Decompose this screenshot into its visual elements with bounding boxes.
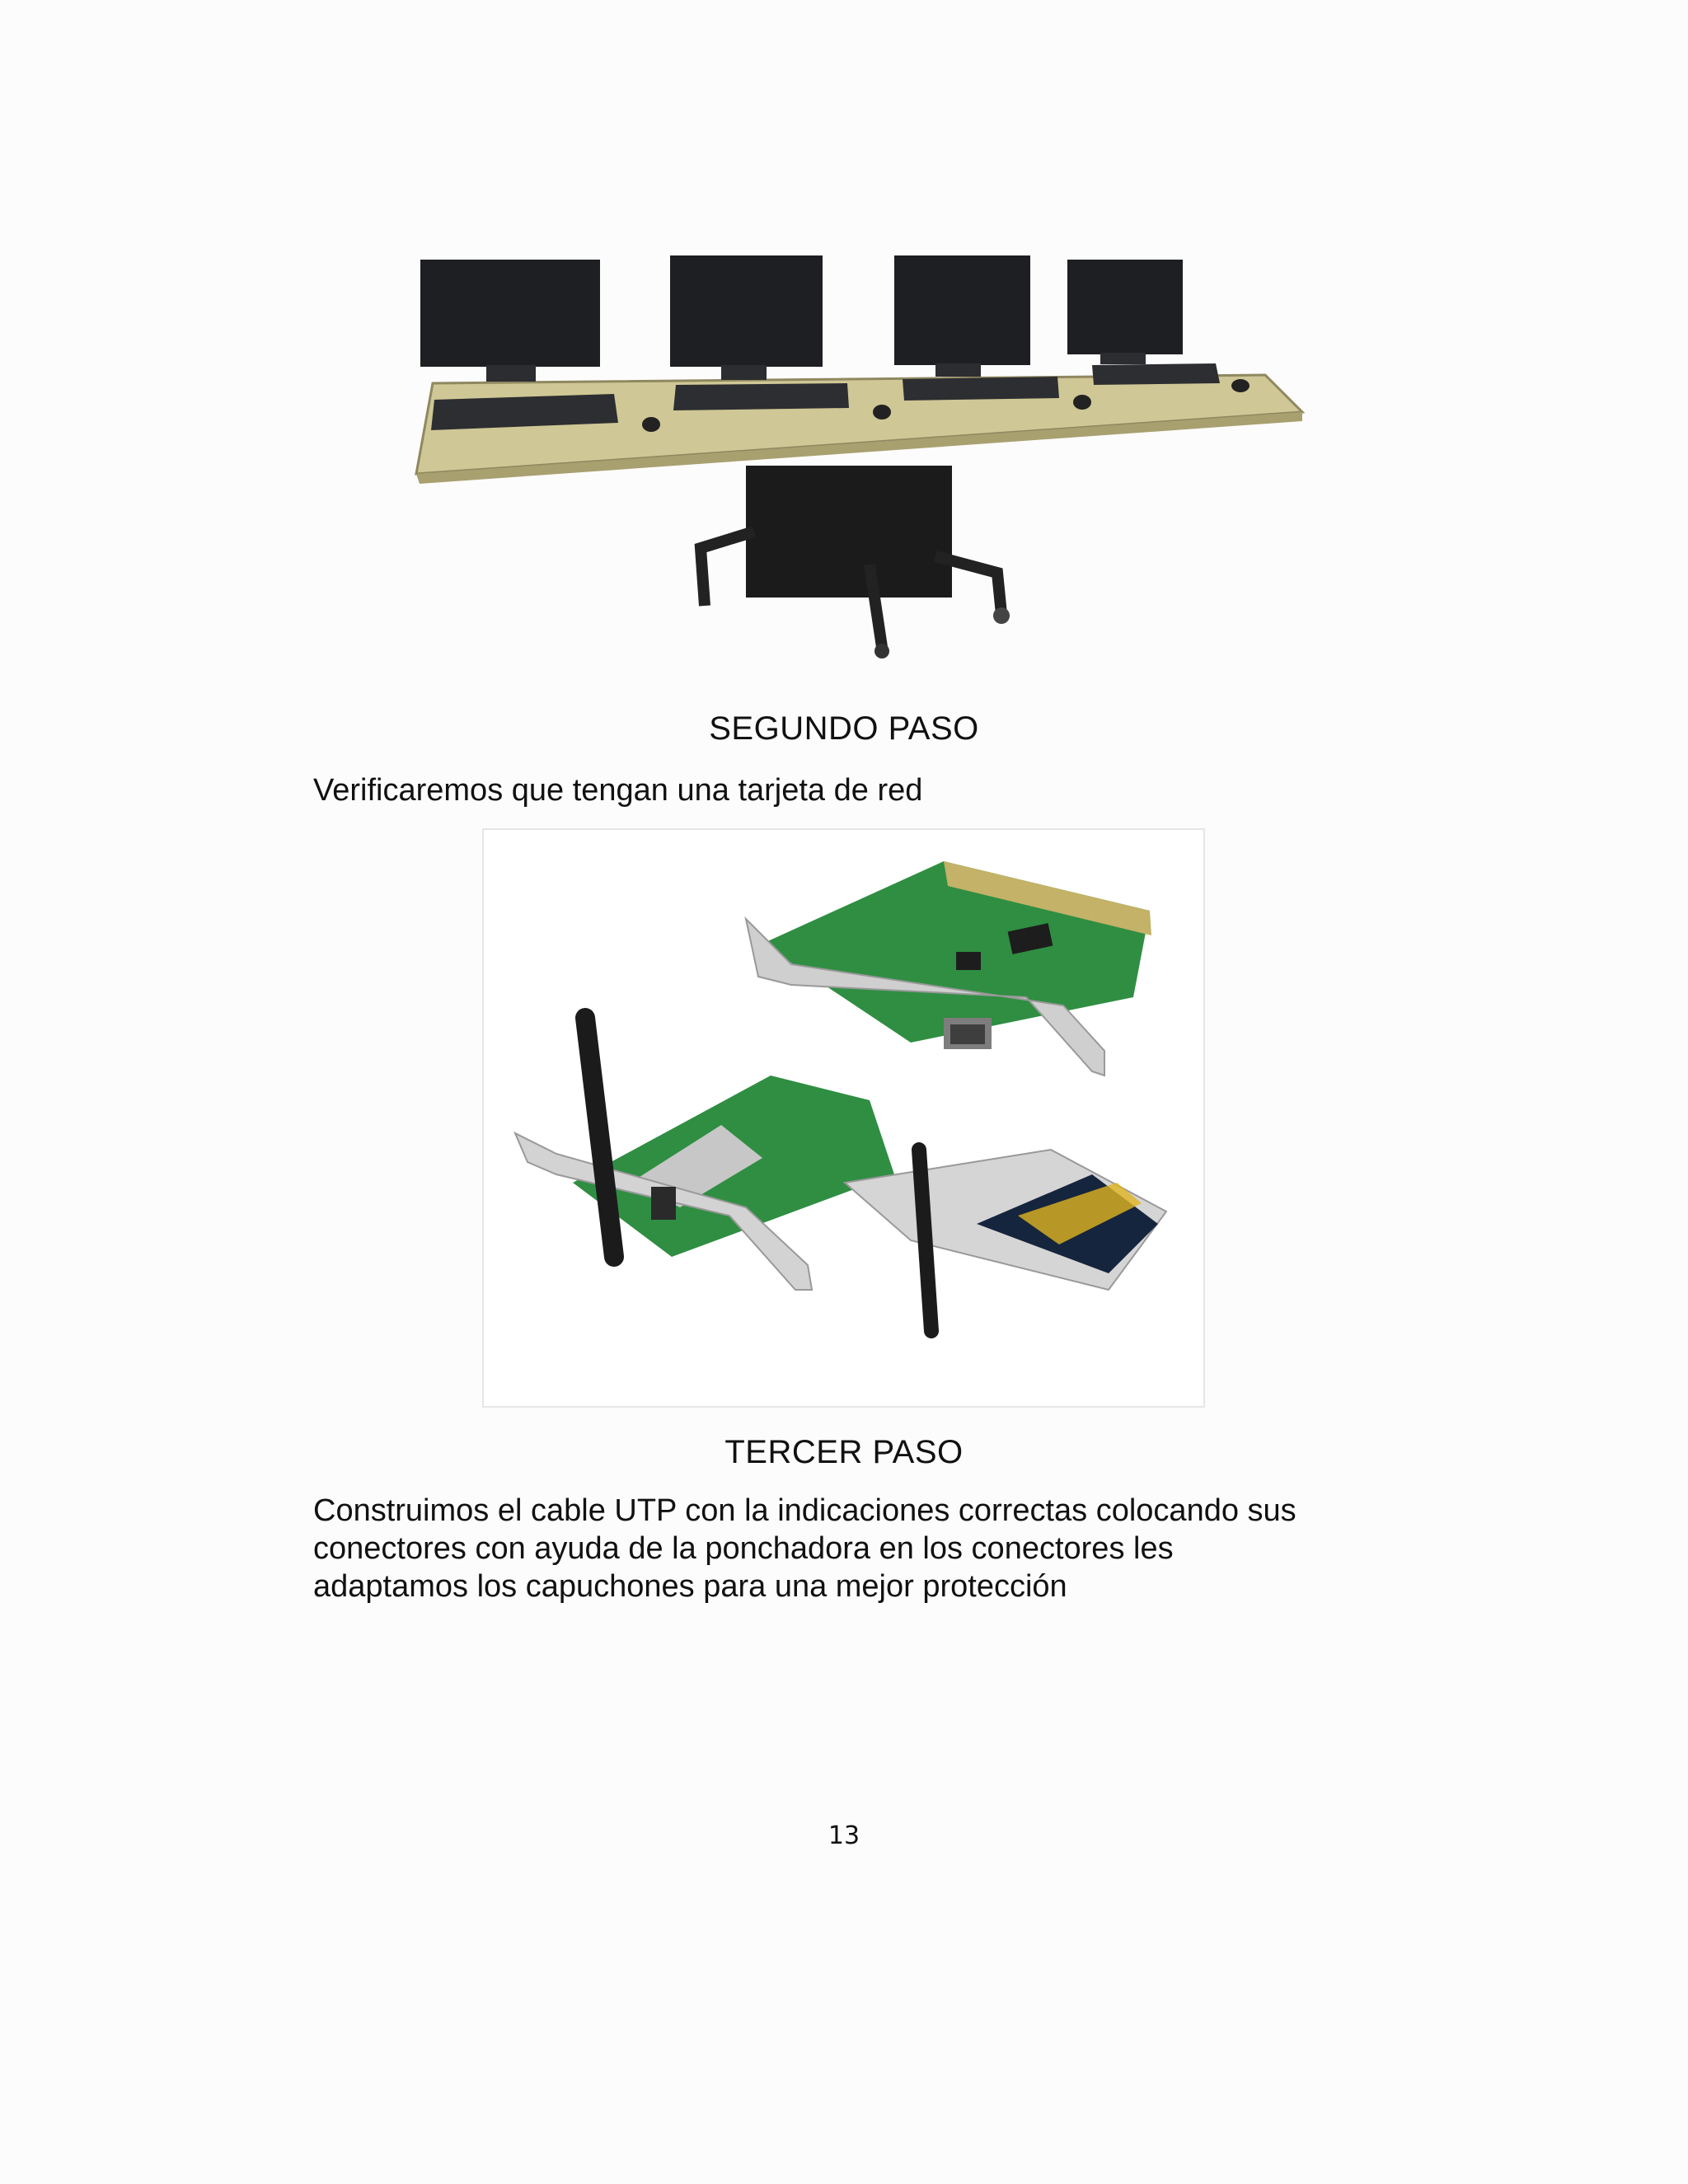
section-heading: TERCER PASO [724, 1434, 964, 1470]
page-number: 13 [828, 1821, 860, 1850]
network-cards-image [482, 828, 1205, 1408]
section-text: Verificaremos que tengan una tarjeta de red [313, 773, 923, 808]
text-line: conectores con ayuda de la ponchadora en los conectores les [313, 1531, 1174, 1566]
text-line: adaptamos los capuchones para una mejor protección [313, 1569, 1067, 1604]
computer-desk-image [408, 235, 1327, 680]
section-heading: SEGUNDO PASO [709, 710, 979, 747]
section-text [313, 1492, 1401, 1605]
text-line: Construimos el cable UTP con la indicaciones correctas colocando sus [313, 1493, 1296, 1528]
